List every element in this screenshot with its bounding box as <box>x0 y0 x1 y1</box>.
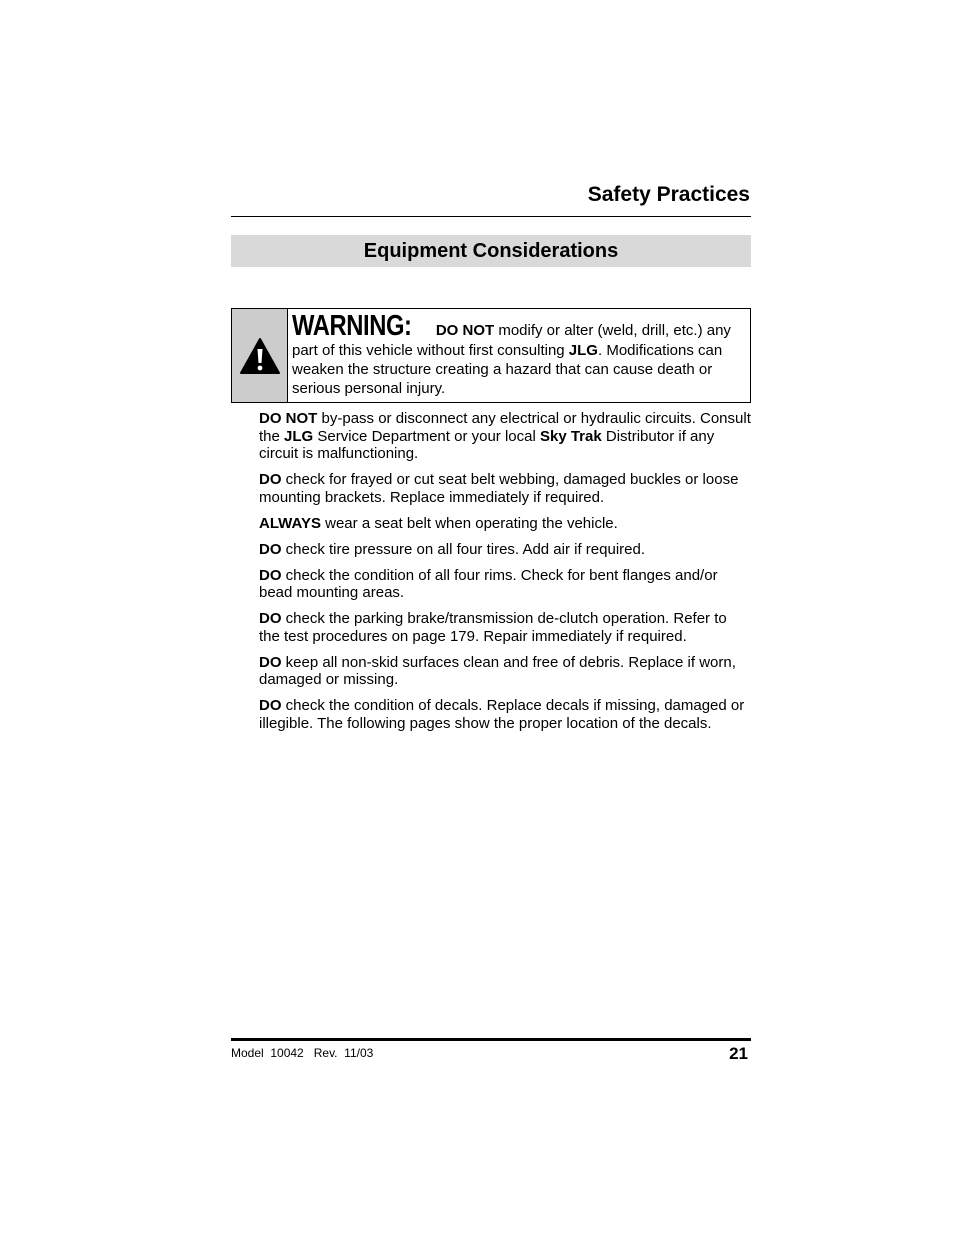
item-text: keep all non-skid surfaces clean and free of debris. Replace if worn, damaged or missing. <box>259 653 736 688</box>
item-text: wear a seat belt when operating the vehicle. <box>320 514 618 532</box>
item-lead: ALWAYS <box>259 514 321 532</box>
item-text: by-pass or disconnect any electrical or hydraulic circuits. Consult the <box>259 410 751 445</box>
item-text: check the condition of decals. Replace decals if missing, damaged or illegible. The following pages show the proper location of the decals. <box>259 697 745 732</box>
item-text: check the parking brake/transmission de-clutch operation. Refer to the test procedures on page 179. Repair immediately if required. <box>259 610 727 645</box>
list-item <box>259 654 751 689</box>
list-item <box>259 697 751 732</box>
item-brand: Sky Trak <box>539 427 602 445</box>
section-title: Safety Practices <box>587 183 750 206</box>
item-lead: DO <box>259 540 282 558</box>
warning-text <box>288 309 750 402</box>
item-text: Distributor if any circuit is malfunctioning. <box>259 427 715 462</box>
footer-divider <box>231 1038 751 1041</box>
warning-body-1: modify or alter (weld, drill, etc.) any part of this vehicle without first consulting <box>292 322 731 359</box>
page-number: 21 <box>729 1044 748 1063</box>
warning-triangle-icon <box>239 337 281 375</box>
list-item <box>259 541 751 559</box>
warning-lead: DO NOT <box>435 322 495 339</box>
item-text: check tire pressure on all four tires. Add air if required. <box>281 540 646 558</box>
warning-body-2: . Modifications can weaken the structure creating a hazard that can cause death or serious personal injury. <box>292 342 723 397</box>
list-item <box>259 515 751 533</box>
footer-model-revision: Model 10042 Rev. 11/03 <box>231 1046 374 1060</box>
list-item <box>259 471 751 506</box>
item-lead: DO <box>259 566 282 584</box>
warning-box <box>231 308 751 403</box>
item-lead: DO <box>259 697 282 714</box>
item-text: check for frayed or cut seat belt webbing, damaged buckles or loose mounting brackets. Replace immediately if required. <box>259 471 739 506</box>
list-item <box>259 410 751 463</box>
warning-heading: WARNING: <box>292 310 412 342</box>
item-text: Service Department or your local <box>313 427 540 445</box>
warning-icon-cell <box>232 309 288 402</box>
item-text: check the condition of all four rims. Check for bent flanges and/or bead mounting areas. <box>259 566 718 601</box>
item-brand: JLG <box>284 427 314 445</box>
item-lead: DO NOT <box>259 410 318 427</box>
considerations-list <box>259 410 751 741</box>
header-divider <box>231 216 751 217</box>
list-item <box>259 610 751 645</box>
subsection-title: Equipment Considerations <box>231 235 751 267</box>
list-item <box>259 567 751 602</box>
warning-brand: JLG <box>568 342 598 359</box>
item-lead: DO <box>259 653 282 671</box>
item-lead: DO <box>259 610 282 627</box>
item-lead: DO <box>259 471 282 488</box>
